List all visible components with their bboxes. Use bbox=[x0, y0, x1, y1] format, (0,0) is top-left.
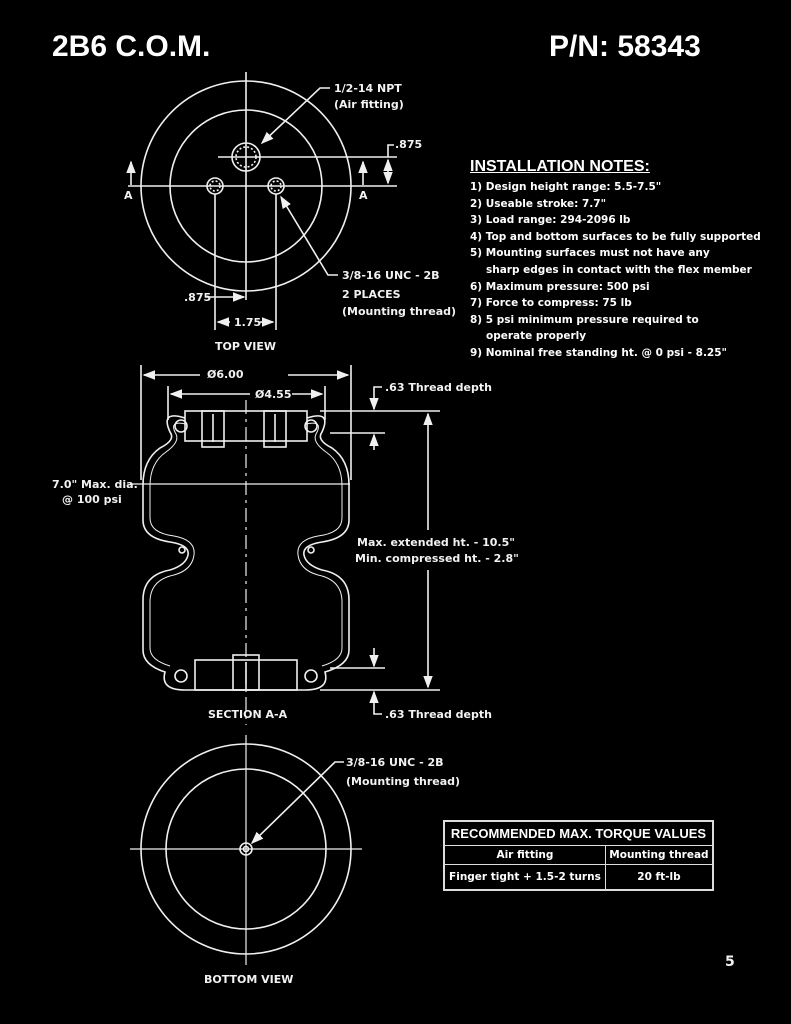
note-item: 6) Maximum pressure: 500 psi bbox=[470, 280, 650, 293]
note-item: 3) Load range: 294-2096 lb bbox=[470, 214, 631, 227]
section-mark-left: A bbox=[124, 189, 133, 202]
note-item: 5) Mounting surfaces must not have any bbox=[470, 247, 710, 260]
column-header-air-fitting: Air fitting bbox=[444, 846, 605, 865]
bottom-mounting-spec: 3/8-16 UNC - 2B bbox=[346, 756, 444, 769]
thread-depth-bottom: .63 Thread depth bbox=[385, 708, 492, 721]
air-fitting-torque: Finger tight + 1.5-2 turns bbox=[444, 865, 605, 891]
dim-spacing: 1.75 bbox=[234, 316, 262, 329]
dim-half: .875 bbox=[184, 291, 212, 304]
min-compressed-height: Min. compressed ht. - 2.8" bbox=[355, 552, 519, 565]
mounting-label: (Mounting thread) bbox=[342, 305, 457, 318]
note-item-continued: operate properly bbox=[486, 330, 587, 343]
bottom-view-title: BOTTOM VIEW bbox=[204, 973, 294, 986]
page-number: 5 bbox=[725, 954, 735, 970]
bottom-view-drawing bbox=[130, 735, 362, 965]
installation-notes bbox=[470, 158, 761, 362]
mounting-places: 2 PLACES bbox=[342, 288, 401, 301]
torque-table bbox=[443, 820, 714, 891]
note-item-continued: sharp edges in contact with the flex member bbox=[486, 263, 752, 276]
notes-title: INSTALLATION NOTES: bbox=[470, 158, 650, 175]
max-dia-pressure: @ 100 psi bbox=[62, 493, 122, 506]
bottom-mounting-label: (Mounting thread) bbox=[346, 775, 461, 788]
model-title: 2B6 C.O.M. bbox=[52, 30, 211, 63]
torque-table-title: RECOMMENDED MAX. TORQUE VALUES bbox=[444, 821, 713, 846]
thread-depth-top: .63 Thread depth bbox=[385, 381, 492, 394]
note-item: 1) Design height range: 5.5-7.5" bbox=[470, 181, 662, 193]
dia-inner: Ø4.55 bbox=[255, 388, 292, 401]
air-fitting-label: (Air fitting) bbox=[334, 98, 404, 111]
max-dia: 7.0" Max. dia. bbox=[52, 478, 138, 491]
air-fitting-spec: 1/2-14 NPT bbox=[334, 82, 402, 95]
top-view-title: TOP VIEW bbox=[215, 340, 276, 353]
section-title: SECTION A-A bbox=[208, 708, 288, 721]
mounting-thread-torque: 20 ft-lb bbox=[605, 865, 713, 891]
max-extended-height: Max. extended ht. - 10.5" bbox=[357, 536, 515, 549]
part-number: P/N: 58343 bbox=[549, 30, 701, 63]
section-mark-right: A bbox=[359, 189, 368, 202]
note-item: 7) Force to compress: 75 lb bbox=[470, 297, 632, 310]
column-header-mounting-thread: Mounting thread bbox=[605, 846, 713, 865]
mounting-spec: 3/8-16 UNC - 2B bbox=[342, 269, 440, 282]
note-item: 4) Top and bottom surfaces to be fully supported bbox=[470, 230, 761, 243]
dim-offset: .875 bbox=[395, 138, 423, 151]
note-item: 8) 5 psi minimum pressure required to bbox=[470, 313, 699, 326]
note-item: 2) Useable stroke: 7.7" bbox=[470, 197, 607, 210]
table-row bbox=[444, 865, 713, 891]
dia-outer: Ø6.00 bbox=[207, 368, 244, 381]
note-item: 9) Nominal free standing ht. @ 0 psi - 8.25" bbox=[470, 346, 728, 359]
